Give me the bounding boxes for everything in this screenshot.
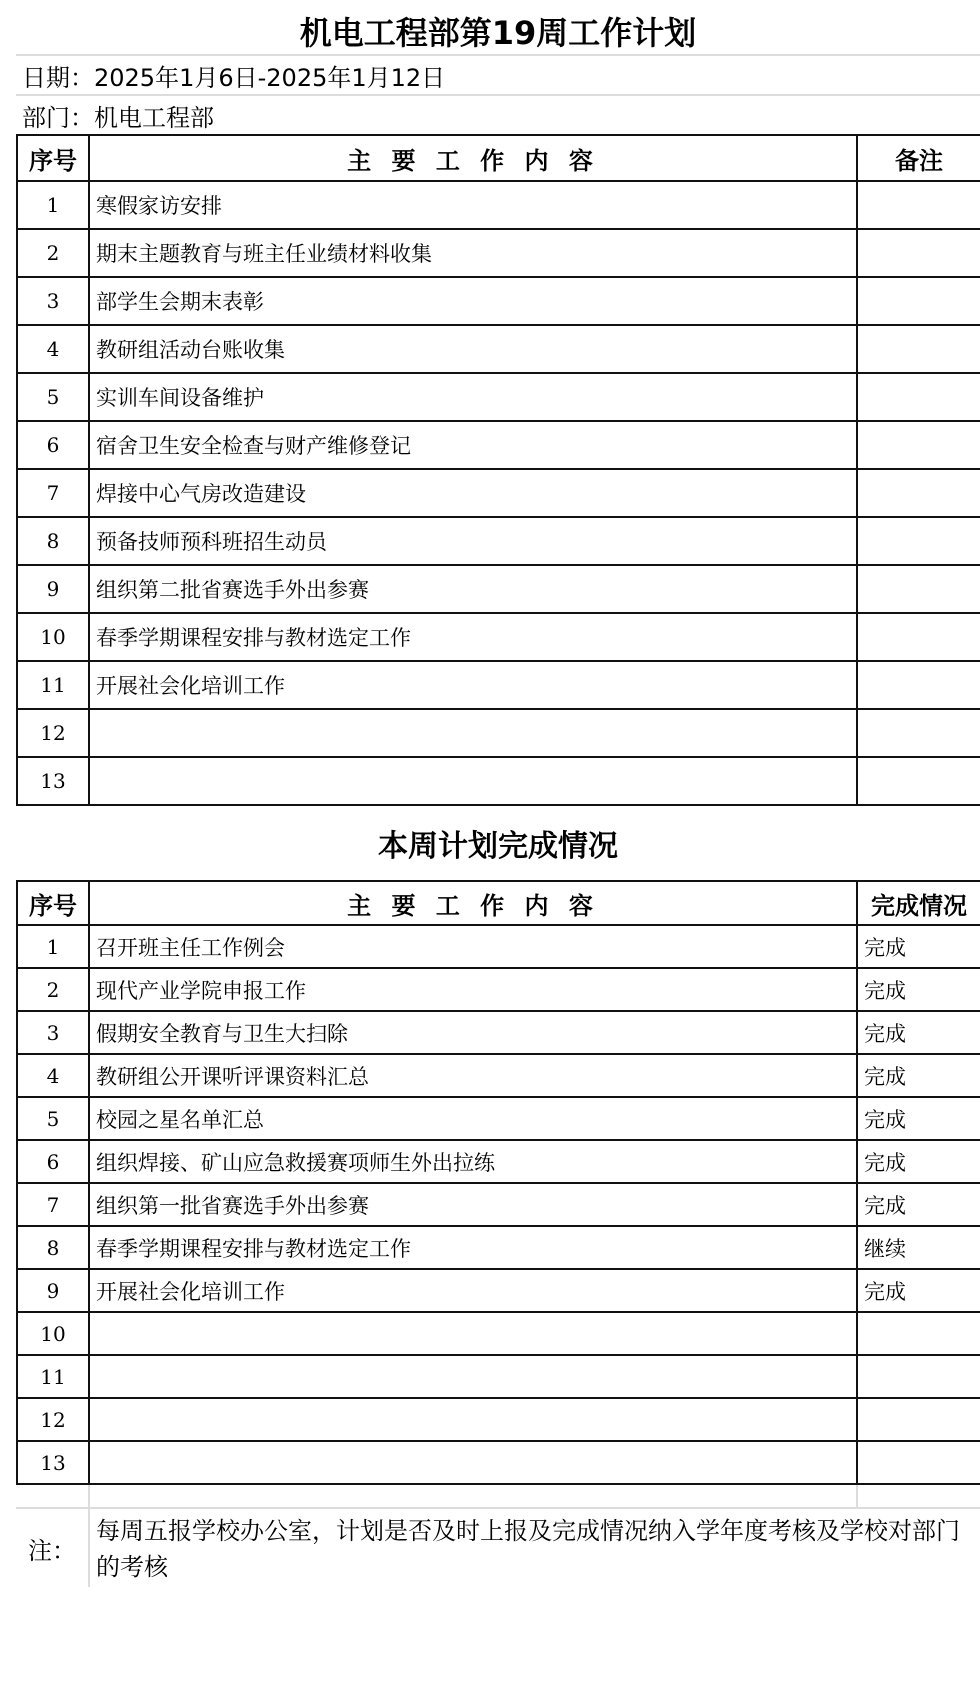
completion-row xyxy=(16,1096,980,1139)
completion-row-content xyxy=(88,1399,856,1440)
completion-row xyxy=(16,1225,980,1268)
plan-row xyxy=(16,612,980,660)
plan-row-remark xyxy=(856,518,980,564)
note-row xyxy=(16,1507,980,1587)
plan-row-content: 预备技师预科班招生动员 xyxy=(88,518,856,564)
completion-row-content: 现代产业学院申报工作 xyxy=(88,969,856,1010)
completion-row-number: 12 xyxy=(16,1399,88,1440)
plan-row-content: 实训车间设备维护 xyxy=(88,374,856,420)
completion-row-status xyxy=(856,1313,980,1354)
completion-row xyxy=(16,1268,980,1311)
plan-row-content: 部学生会期末表彰 xyxy=(88,278,856,324)
plan-row-content: 开展社会化培训工作 xyxy=(88,662,856,708)
completion-row xyxy=(16,1397,980,1440)
plan-row-remark xyxy=(856,710,980,756)
completion-row-number: 11 xyxy=(16,1356,88,1397)
completion-title-row xyxy=(16,804,980,880)
completion-row-content: 教研组公开课听评课资料汇总 xyxy=(88,1055,856,1096)
completion-row-status xyxy=(856,1399,980,1440)
plan-row xyxy=(16,276,980,324)
plan-row-remark xyxy=(856,614,980,660)
completion-row-content xyxy=(88,1313,856,1354)
plan-row-number: 3 xyxy=(16,278,88,324)
completion-row-status: 完成 xyxy=(856,1184,980,1225)
plan-row xyxy=(16,516,980,564)
plan-row-number: 11 xyxy=(16,662,88,708)
completion-header-status: 完成情况 xyxy=(856,882,980,924)
completion-row xyxy=(16,1311,980,1354)
title-row xyxy=(16,8,980,54)
plan-row-number: 9 xyxy=(16,566,88,612)
plan-header-no: 序号 xyxy=(16,136,88,180)
plan-row xyxy=(16,708,980,756)
completion-row-status: 完成 xyxy=(856,1012,980,1053)
completion-row xyxy=(16,1053,980,1096)
completion-row-status: 完成 xyxy=(856,1055,980,1096)
plan-row-remark xyxy=(856,758,980,804)
completion-header-no: 序号 xyxy=(16,882,88,924)
plan-row-remark xyxy=(856,230,980,276)
plan-row-remark xyxy=(856,470,980,516)
work-plan-sheet xyxy=(16,8,980,1587)
plan-row-number: 4 xyxy=(16,326,88,372)
completion-title: 本周计划完成情况 xyxy=(378,829,618,864)
note-label: 注： xyxy=(28,1536,76,1565)
completion-row-number: 10 xyxy=(16,1313,88,1354)
completion-row-number: 7 xyxy=(16,1184,88,1225)
completion-row-number: 1 xyxy=(16,926,88,967)
completion-row xyxy=(16,1139,980,1182)
plan-row-content xyxy=(88,710,856,756)
spacer-row xyxy=(16,1483,980,1507)
completion-row xyxy=(16,924,980,967)
completion-row-content: 组织焊接、矿山应急救援赛项师生外出拉练 xyxy=(88,1141,856,1182)
completion-row-status: 完成 xyxy=(856,926,980,967)
completion-row-number: 8 xyxy=(16,1227,88,1268)
note-text: 每周五报学校办公室，计划是否及时上报及完成情况纳入学年度考核及学校对部门的考核 xyxy=(88,1509,980,1587)
plan-row-number: 5 xyxy=(16,374,88,420)
dept-row xyxy=(16,94,980,134)
plan-row xyxy=(16,372,980,420)
completion-row-status xyxy=(856,1356,980,1397)
completion-row-content xyxy=(88,1356,856,1397)
plan-row-remark xyxy=(856,278,980,324)
date-label: 日期：2025年1月6日-2025年1月12日 xyxy=(22,63,446,92)
plan-row xyxy=(16,180,980,228)
completion-row-content xyxy=(88,1442,856,1483)
completion-row-status: 完成 xyxy=(856,969,980,1010)
plan-row xyxy=(16,756,980,804)
plan-row-number: 1 xyxy=(16,182,88,228)
completion-row-number: 4 xyxy=(16,1055,88,1096)
completion-table-body xyxy=(16,924,980,1483)
plan-row-remark xyxy=(856,182,980,228)
plan-row xyxy=(16,228,980,276)
completion-row-content: 召开班主任工作例会 xyxy=(88,926,856,967)
completion-row xyxy=(16,1010,980,1053)
plan-row-content: 宿舍卫生安全检查与财产维修登记 xyxy=(88,422,856,468)
dept-label: 部门：机电工程部 xyxy=(22,103,214,132)
completion-row-content: 组织第一批省赛选手外出参赛 xyxy=(88,1184,856,1225)
plan-row-content: 教研组活动台账收集 xyxy=(88,326,856,372)
completion-row-content: 春季学期课程安排与教材选定工作 xyxy=(88,1227,856,1268)
plan-row-remark xyxy=(856,326,980,372)
plan-row xyxy=(16,660,980,708)
completion-row xyxy=(16,1182,980,1225)
completion-row xyxy=(16,967,980,1010)
plan-row xyxy=(16,564,980,612)
plan-row-content: 期末主题教育与班主任业绩材料收集 xyxy=(88,230,856,276)
plan-header-content: 主 要 工 作 内 容 xyxy=(88,136,856,180)
plan-row-number: 13 xyxy=(16,758,88,804)
plan-row-number: 8 xyxy=(16,518,88,564)
plan-row-number: 10 xyxy=(16,614,88,660)
completion-row-status xyxy=(856,1442,980,1483)
plan-row-number: 12 xyxy=(16,710,88,756)
plan-header-remark: 备注 xyxy=(856,136,980,180)
completion-row-number: 13 xyxy=(16,1442,88,1483)
completion-row-status: 继续 xyxy=(856,1227,980,1268)
completion-row-number: 3 xyxy=(16,1012,88,1053)
plan-row-remark xyxy=(856,566,980,612)
plan-row-number: 7 xyxy=(16,470,88,516)
plan-row-content: 春季学期课程安排与教材选定工作 xyxy=(88,614,856,660)
completion-header-content: 主 要 工 作 内 容 xyxy=(88,882,856,924)
plan-row-remark xyxy=(856,662,980,708)
completion-row-number: 2 xyxy=(16,969,88,1010)
plan-row-number: 2 xyxy=(16,230,88,276)
plan-row-content: 焊接中心气房改造建设 xyxy=(88,470,856,516)
completion-row-number: 6 xyxy=(16,1141,88,1182)
completion-row xyxy=(16,1354,980,1397)
completion-row-status: 完成 xyxy=(856,1141,980,1182)
completion-row-number: 9 xyxy=(16,1270,88,1311)
plan-row-content: 组织第二批省赛选手外出参赛 xyxy=(88,566,856,612)
plan-table-body xyxy=(16,180,980,804)
date-row xyxy=(16,54,980,94)
plan-row xyxy=(16,324,980,372)
plan-row-content: 寒假家访安排 xyxy=(88,182,856,228)
plan-row-content xyxy=(88,758,856,804)
completion-row-content: 开展社会化培训工作 xyxy=(88,1270,856,1311)
sheet-title: 机电工程部第19周工作计划 xyxy=(299,14,697,52)
completion-row-content: 假期安全教育与卫生大扫除 xyxy=(88,1012,856,1053)
plan-row xyxy=(16,420,980,468)
plan-row xyxy=(16,468,980,516)
plan-row-remark xyxy=(856,374,980,420)
completion-row-content: 校园之星名单汇总 xyxy=(88,1098,856,1139)
completion-row-status: 完成 xyxy=(856,1098,980,1139)
completion-row-number: 5 xyxy=(16,1098,88,1139)
completion-row-status: 完成 xyxy=(856,1270,980,1311)
plan-row-number: 6 xyxy=(16,422,88,468)
completion-header-row xyxy=(16,880,980,924)
plan-header-row xyxy=(16,134,980,180)
plan-row-remark xyxy=(856,422,980,468)
completion-row xyxy=(16,1440,980,1483)
